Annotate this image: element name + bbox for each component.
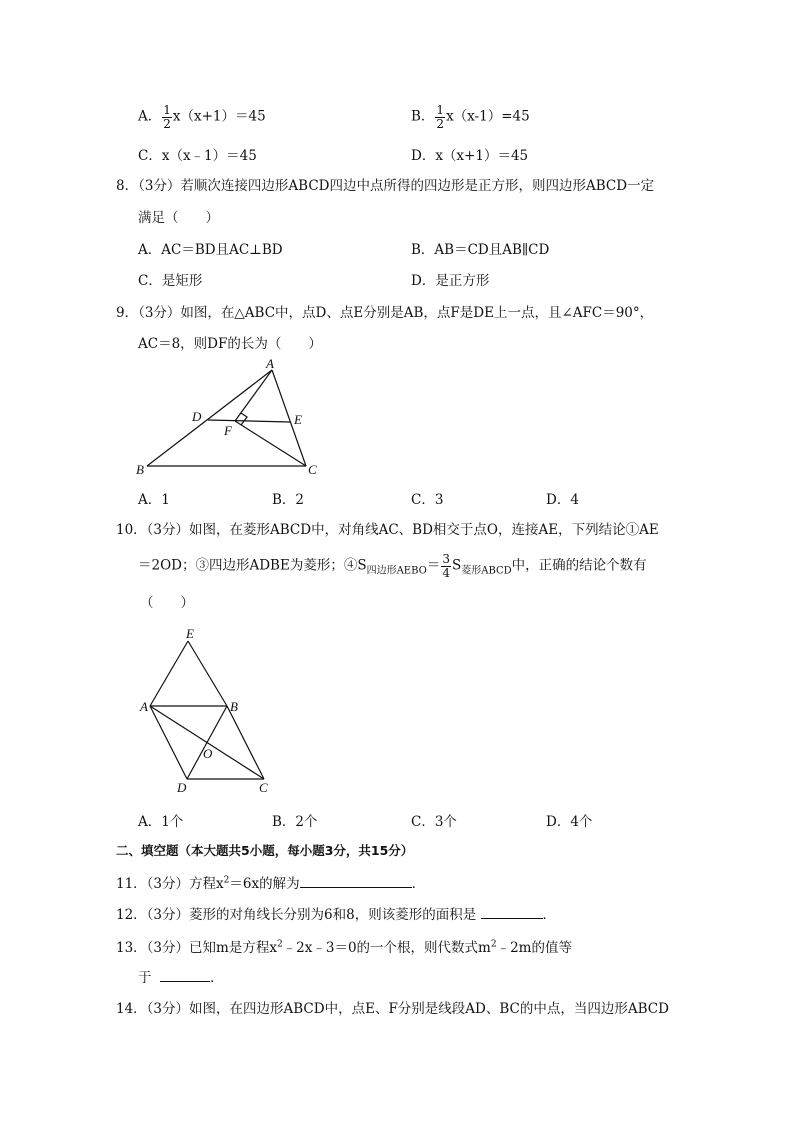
q7-option-b: B． $\frac{1}{2}$ x（x-1）=45 (411, 103, 530, 131)
q8-stem-line1: 8．（3分）若顺次连接四边形ABCD四边中点所得的四边形是正方形，则四边形ABCD一定 (116, 178, 655, 194)
q10-segment-ea (150, 641, 188, 706)
q10-rhombus-figure (130, 620, 280, 796)
q9-option-b: B．2 (272, 492, 305, 508)
q9-right-angle-mark (241, 413, 247, 425)
q8-option-b: B．AB＝CD且AB∥CD (411, 242, 550, 258)
section-heading-fill-in: 二、填空题（本大题共5小题，每小题3分，共15分） (116, 843, 414, 858)
q8-stem-line2: 满足（ ） (138, 210, 219, 226)
fraction-half: $\frac{1}{2}$ (163, 103, 171, 131)
q9-segment-fc (235, 421, 306, 466)
q8-option-a: A．AC＝BD且AC⊥BD (138, 242, 283, 258)
q9-option-d: D．4 (546, 492, 579, 508)
q7-option-a: A． $\frac{1}{2}$ x（x+1）＝45 (138, 103, 266, 131)
q7-option-c: C．x（x﹣1）＝45 (138, 148, 257, 164)
q9-stem-line1: 9．（3分）如图，在△ABC中，点D、点E分别是AB，点F是DE上一点，且∠AFC＝90°， (116, 305, 654, 321)
q9-label-a: A (266, 356, 274, 371)
q10-segment-ad (150, 706, 187, 779)
q10-option-d: D．4个 (546, 814, 593, 830)
q8-option-d: D．是正方形 (411, 273, 490, 289)
q10-option-b: B．2个 (272, 814, 318, 830)
q9-option-a: A．1 (138, 492, 170, 508)
q12-answer-blank[interactable] (481, 904, 543, 919)
q10-label-d: D (177, 780, 187, 795)
q8-options-row-2 (0, 269, 794, 293)
q13-line1: 13．（3分）已知m是方程$x^2﹣2x﹣3=0$的一个根，则代数式$m^2﹣2m$的值等 (116, 939, 572, 956)
q7-option-d: D．x（x+1）＝45 (411, 148, 529, 164)
q13-line2: 于 ． (0, 966, 794, 990)
q9-stem-line2: AC＝8，则DF的长为（ ） (138, 336, 322, 352)
fraction-three-quarters: $\frac{3}{4}$ (442, 552, 450, 580)
q9-label-f: F (224, 423, 232, 438)
q10-label-b: B (230, 699, 238, 714)
q10-stem-line2: ＝2OD；③四边形ADBE为菱形；$④S_{四边形AEBO}=$ $\frac{3}{4}$ $S_{菱形ABCD}$中，正确的结论个数有 (138, 552, 647, 580)
q10-options-row (0, 810, 794, 834)
q10-label-o: O (203, 746, 213, 761)
q13-answer-blank[interactable] (160, 967, 210, 982)
q9-label-e: E (294, 412, 302, 427)
q9-options-row (0, 488, 794, 512)
q9-option-c: C．3 (411, 492, 444, 508)
q9-segment-de (208, 420, 290, 422)
q10-label-e: E (186, 626, 194, 641)
q10-label-c: C (259, 780, 268, 795)
q10-option-c: C．3个 (411, 814, 457, 830)
q8-options-row-1 (0, 238, 794, 262)
q10-option-a: A．1个 (138, 814, 184, 830)
q9-label-b: B (136, 462, 144, 477)
q11-answer-blank[interactable] (300, 873, 412, 888)
q10-segment-eb (188, 641, 227, 706)
fraction-half: $\frac{1}{2}$ (436, 103, 445, 131)
q14-stem-line1: 14．（3分）如图，在四边形ABCD中，点E、F分别是线段AD、BC的中点，当四边形ABCD (116, 1001, 669, 1017)
q9-label-c: C (308, 462, 317, 477)
q10-diagonal-bd (187, 706, 227, 779)
q10-segment-bc (227, 706, 264, 779)
q7-options-row-1 (0, 103, 794, 131)
q9-segment-ab (147, 370, 272, 466)
q9-label-d: D (192, 409, 202, 424)
q9-triangle-figure (130, 352, 330, 480)
q10-label-a: A (140, 699, 148, 714)
q11-line: 11．（3分）方程$x^2=6x$的解为 ． (0, 872, 794, 896)
q10-stem-line3: （ ） (140, 595, 194, 611)
q9-segment-af (235, 370, 272, 421)
q7-options-row-2 (0, 144, 794, 168)
q12-line: 12．（3分）菱形的对角线长分别为6和8，则该菱形的面积是 ． (0, 903, 794, 927)
q10-stem-line1: 10．（3分）如图，在菱形ABCD中，对角线AC、BD相交于点O，连接AE，下列结论①AE (116, 522, 659, 538)
q8-option-c: C．是矩形 (138, 273, 203, 289)
